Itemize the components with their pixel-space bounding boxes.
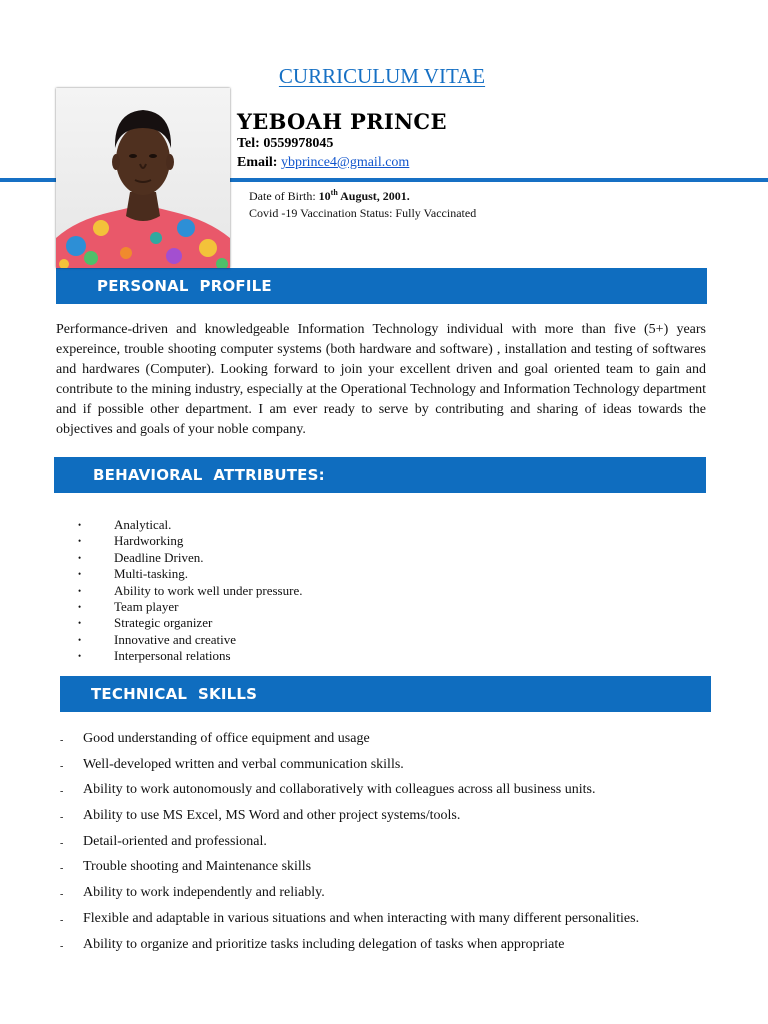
email-link[interactable]: ybprince4@gmail.com <box>280 155 410 170</box>
email-label: Email: <box>237 155 278 170</box>
bullet-icon: - <box>60 889 64 901</box>
bullet-icon: • <box>78 651 82 662</box>
dob-label: Date of Birth: <box>249 189 316 203</box>
tel-value: 0559978045 <box>263 136 334 151</box>
dob-value: 10th August, 2001. <box>318 188 410 203</box>
bullet-icon: - <box>60 735 64 746</box>
profile-paragraph: Performance-driven and knowledgeable Information Technology individual with more than five (5+) years expereince, trouble shooting computer systems (both hardware and software) , installation and testing of softwares and hardwares (Computer). Looking forward to join your excellent driven and goal oriented team to gain and contribute to the mining industry, especially at the Operational Technology and Information Technology department and if possible other department. I am ever ready to serve by contributing and sharing of ideas towards the objectives and goals of your noble company. <box>56 322 706 437</box>
skills-heading: TECHNICAL SKILLS <box>91 685 258 703</box>
candidate-name: YEBOAH PRINCE <box>237 109 447 134</box>
bullet-icon: - <box>60 786 64 798</box>
bullet-icon: • <box>78 601 82 612</box>
skills-banner <box>60 676 711 712</box>
dob-line <box>249 188 410 204</box>
bullet-icon: • <box>78 552 82 563</box>
tel-label: Tel: <box>237 136 260 151</box>
bullet-icon: • <box>78 520 82 530</box>
covid-status: Covid -19 Vaccination Status: Fully Vaccinated <box>249 206 477 220</box>
profile-banner <box>56 268 707 304</box>
bullet-icon: - <box>60 760 64 772</box>
bullet-icon: • <box>78 569 82 580</box>
bullet-icon: - <box>60 837 64 849</box>
bullet-icon: • <box>78 618 82 629</box>
bullet-icon: • <box>78 536 82 547</box>
bullet-icon: - <box>60 914 64 926</box>
cv-title: CURRICULUM VITAE <box>278 64 486 88</box>
tel-line <box>237 136 333 152</box>
bullet-icon: • <box>78 634 82 645</box>
person-photo-illustration <box>56 88 230 268</box>
email-line <box>237 155 409 171</box>
attributes-heading: BEHAVIORAL ATTRIBUTES: <box>93 466 325 484</box>
bullet-icon: • <box>78 585 82 596</box>
bullet-icon: - <box>60 940 64 952</box>
bullet-icon: - <box>60 812 64 824</box>
profile-photo <box>56 88 230 268</box>
profile-heading: PERSONAL PROFILE <box>97 277 272 295</box>
bullet-icon: - <box>60 863 64 875</box>
attributes-banner <box>54 457 706 493</box>
